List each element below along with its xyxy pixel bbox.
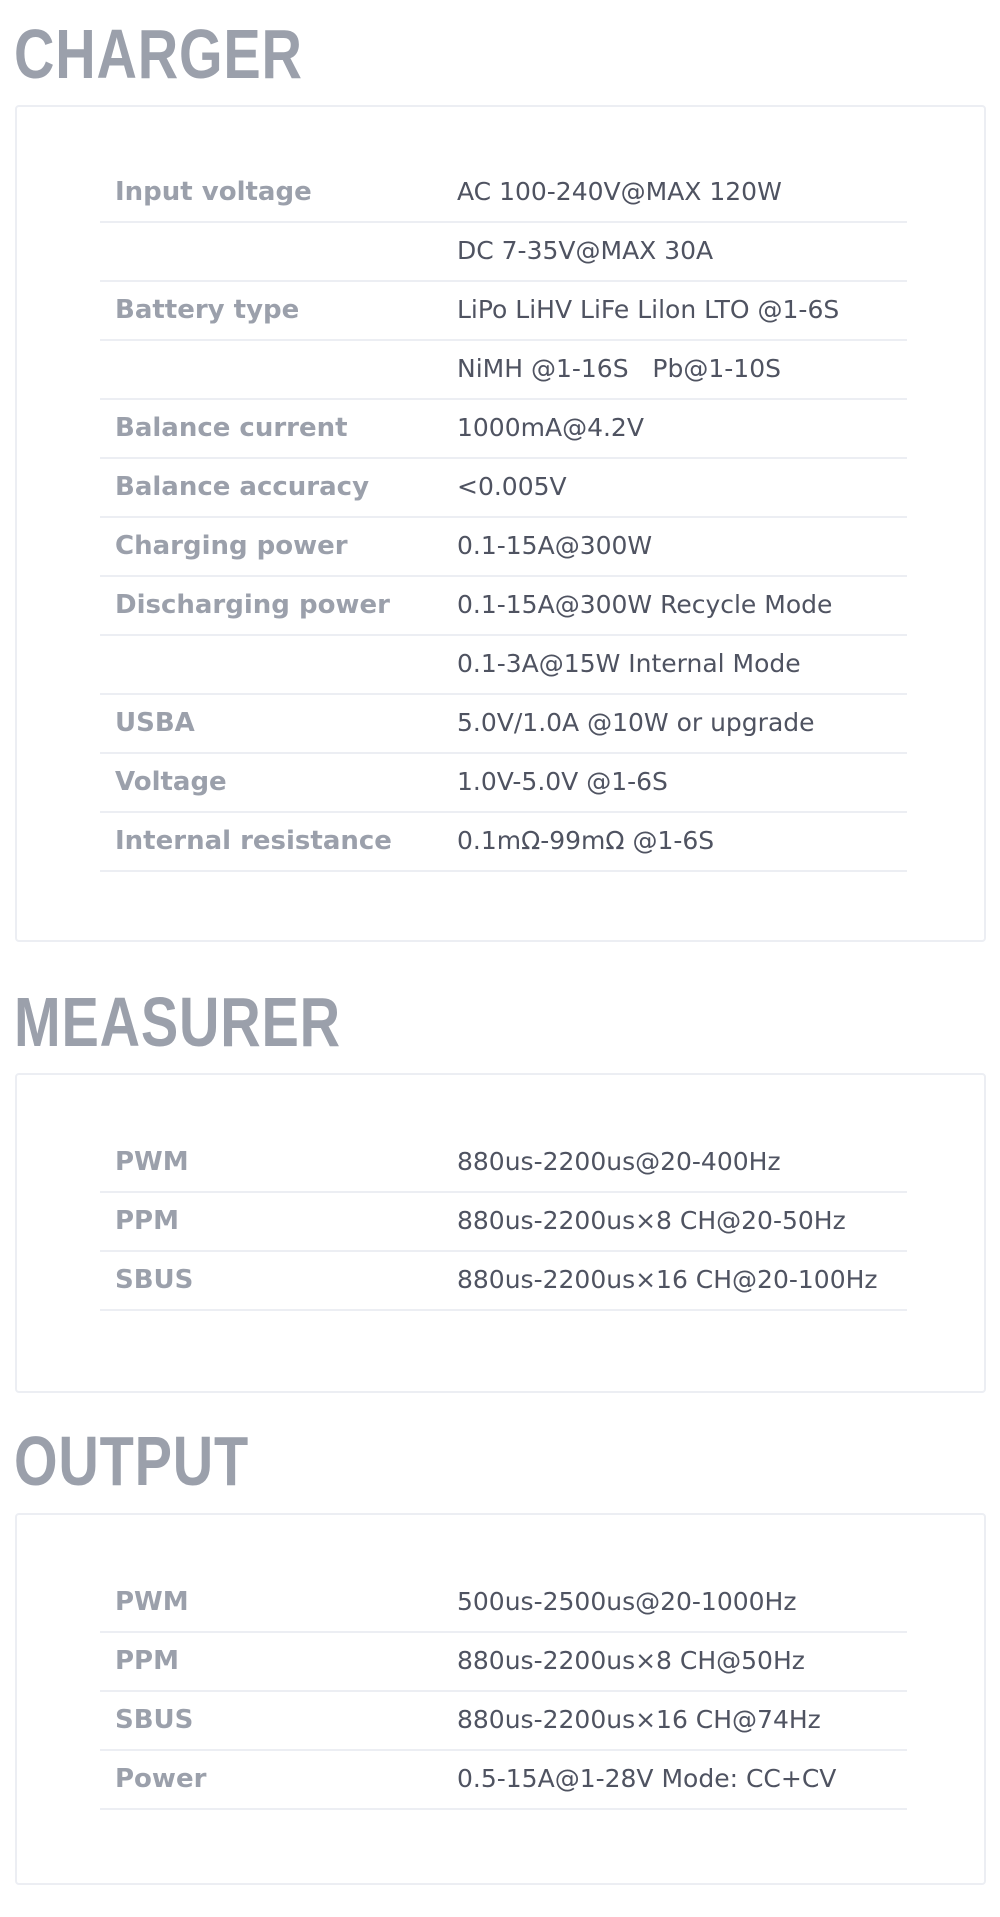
charger-row-usba [100,695,907,754]
charger-row-input-voltage [100,164,907,223]
charger-row-battery-type-nimh [100,341,907,400]
output-row-ppm [100,1633,907,1692]
spec-label: PPM [115,1646,179,1676]
measurer-row-sbus [100,1252,907,1311]
output-row-sbus [100,1692,907,1751]
spec-label: Balance accuracy [115,472,370,502]
spec-value: 500us-2500us@20-1000Hz [457,1587,797,1616]
spec-value: 1.0V-5.0V @1-6S [457,767,668,796]
spec-label: Power [115,1764,207,1794]
spec-label: Discharging power [115,590,390,620]
spec-value: 0.5-15A@1-28V Mode: CC+CV [457,1764,837,1793]
spec-value: AC 100-240V@MAX 120W [457,177,782,206]
charger-row-charging-power [100,518,907,577]
spec-label: Internal resistance [115,826,392,856]
output-spec-card [15,1513,986,1885]
charger-row-balance-current [100,400,907,459]
measurer-row-pwm [100,1134,907,1193]
spec-value: 0.1-3A@15W Internal Mode [457,649,801,678]
spec-label: Voltage [115,767,227,797]
charger-row-balance-accuracy [100,459,907,518]
spec-value: 880us-2200us×16 CH@20-100Hz [457,1265,878,1294]
spec-label: PWM [115,1587,189,1617]
spec-value: 880us-2200us×8 CH@50Hz [457,1646,805,1675]
spec-label: Charging power [115,531,348,561]
spec-label: Battery type [115,295,300,325]
spec-value: DC 7-35V@MAX 30A [457,236,714,265]
spec-label: Input voltage [115,177,312,207]
charger-section-title: CHARGER [14,15,303,93]
spec-value: 0.1mΩ-99mΩ @1-6S [457,826,715,855]
measurer-row-ppm [100,1193,907,1252]
output-row-pwm [100,1574,907,1633]
spec-label: PWM [115,1147,189,1177]
output-section-title: OUTPUT [14,1422,250,1500]
spec-value: <0.005V [457,472,567,501]
charger-row-discharging-power [100,577,907,636]
spec-value: LiPo LiHV LiFe Lilon LTO @1-6S [457,295,840,324]
charger-row-internal-resistance [100,813,907,872]
spec-value: 1000mA@4.2V [457,413,644,442]
spec-value: 5.0V/1.0A @10W or upgrade [457,708,815,737]
spec-label: USBA [115,708,195,738]
spec-value: 880us-2200us×8 CH@20-50Hz [457,1206,846,1235]
spec-label: SBUS [115,1705,194,1735]
spec-value: 0.1-15A@300W [457,531,653,560]
spec-label: PPM [115,1206,179,1236]
measurer-spec-card [15,1073,986,1393]
spec-value: 880us-2200us×16 CH@74Hz [457,1705,821,1734]
output-row-power [100,1751,907,1810]
charger-row-input-voltage-dc [100,223,907,282]
spec-label: SBUS [115,1265,194,1295]
spec-value: 0.1-15A@300W Recycle Mode [457,590,833,619]
charger-spec-card [15,105,986,942]
charger-row-voltage [100,754,907,813]
spec-value: 880us-2200us@20-400Hz [457,1147,781,1176]
charger-row-discharging-power-internal [100,636,907,695]
measurer-section-title: MEASURER [14,983,341,1061]
spec-label: Balance current [115,413,348,443]
spec-value: NiMH @1-16S Pb@1-10S [457,354,781,383]
charger-row-battery-type [100,282,907,341]
